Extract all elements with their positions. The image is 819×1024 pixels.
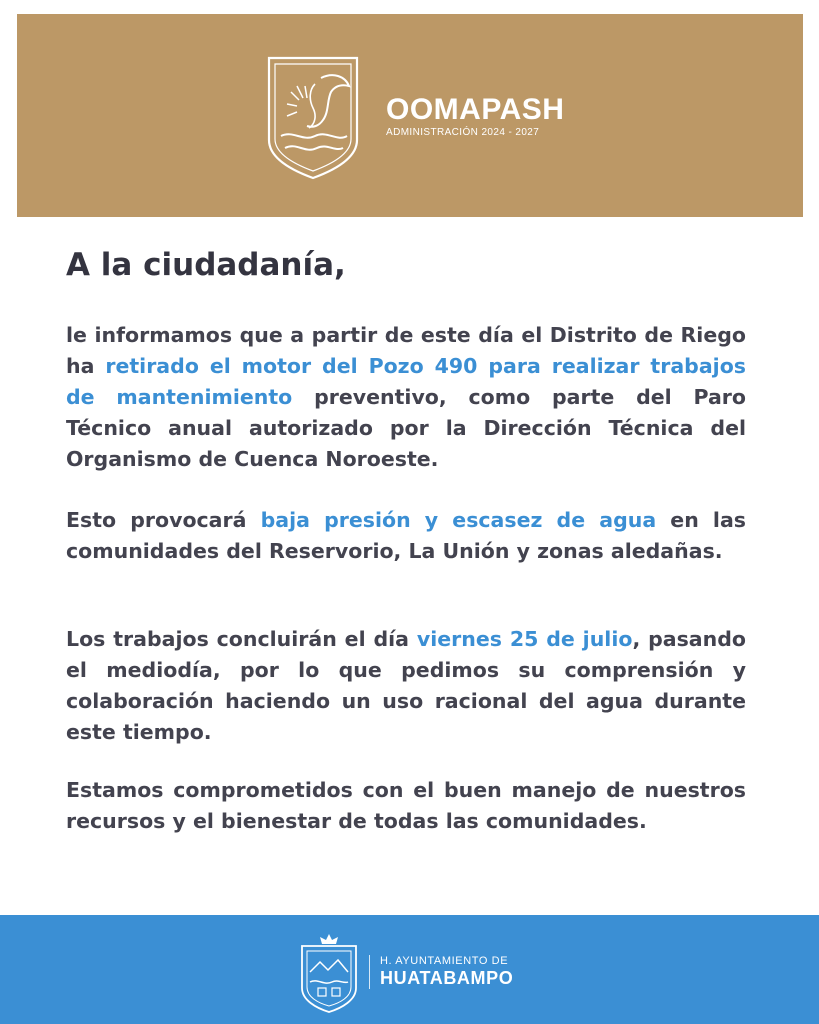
paragraph-text: Los trabajos concluirán el día <box>66 627 417 651</box>
paragraph-text: , pasando el mediodía, por lo que pedimos su comprensión y colaboración haciendo un uso racional del agua durante este tiempo. <box>66 627 746 744</box>
notice-paragraph-3 <box>66 624 746 748</box>
highlighted-date: viernes 25 de julio <box>416 627 633 651</box>
municipal-coat-of-arms-icon <box>298 932 360 1014</box>
paragraph-text: le informamos que a partir de este día el Distrito de Riego ha <box>66 323 746 378</box>
footer-banner <box>0 915 819 1024</box>
paragraph-text: Esto provocará <box>66 508 261 532</box>
notice-paragraph-4 <box>66 775 746 837</box>
paragraph-text: preventivo, como parte del Paro Técnico anual autorizado por la Dirección Técnica del Organismo de Cuenca Noroeste. <box>66 385 746 471</box>
shield-crest-icon <box>263 54 363 182</box>
footer-divider <box>369 955 370 989</box>
footer-line1: H. AYUNTAMIENTO DE <box>380 955 509 967</box>
brand-subtitle: ADMINISTRACIÓN 2024 - 2027 <box>386 127 540 138</box>
brand-name: OOMAPASH <box>386 93 565 126</box>
footer-line2: HUATABAMPO <box>380 968 514 988</box>
paragraph-text: en las comunidades del Reservorio, La Unión y zonas aledañas. <box>66 508 746 563</box>
highlighted-text: baja presión y escasez de agua <box>260 508 657 532</box>
brand-block <box>386 94 564 138</box>
header-banner <box>17 14 803 217</box>
greeting-heading: A la ciudadanía, <box>66 247 346 283</box>
footer-brand <box>380 955 513 989</box>
notice-paragraph-2 <box>66 505 746 567</box>
notice-paragraph-1 <box>66 320 746 475</box>
paragraph-text: Estamos comprometidos con el buen manejo de nuestros recursos y el bienestar de todas las comunidades. <box>66 778 746 833</box>
highlighted-text: retirado el motor del Pozo 490 para realizar trabajos de mantenimiento <box>66 354 746 409</box>
